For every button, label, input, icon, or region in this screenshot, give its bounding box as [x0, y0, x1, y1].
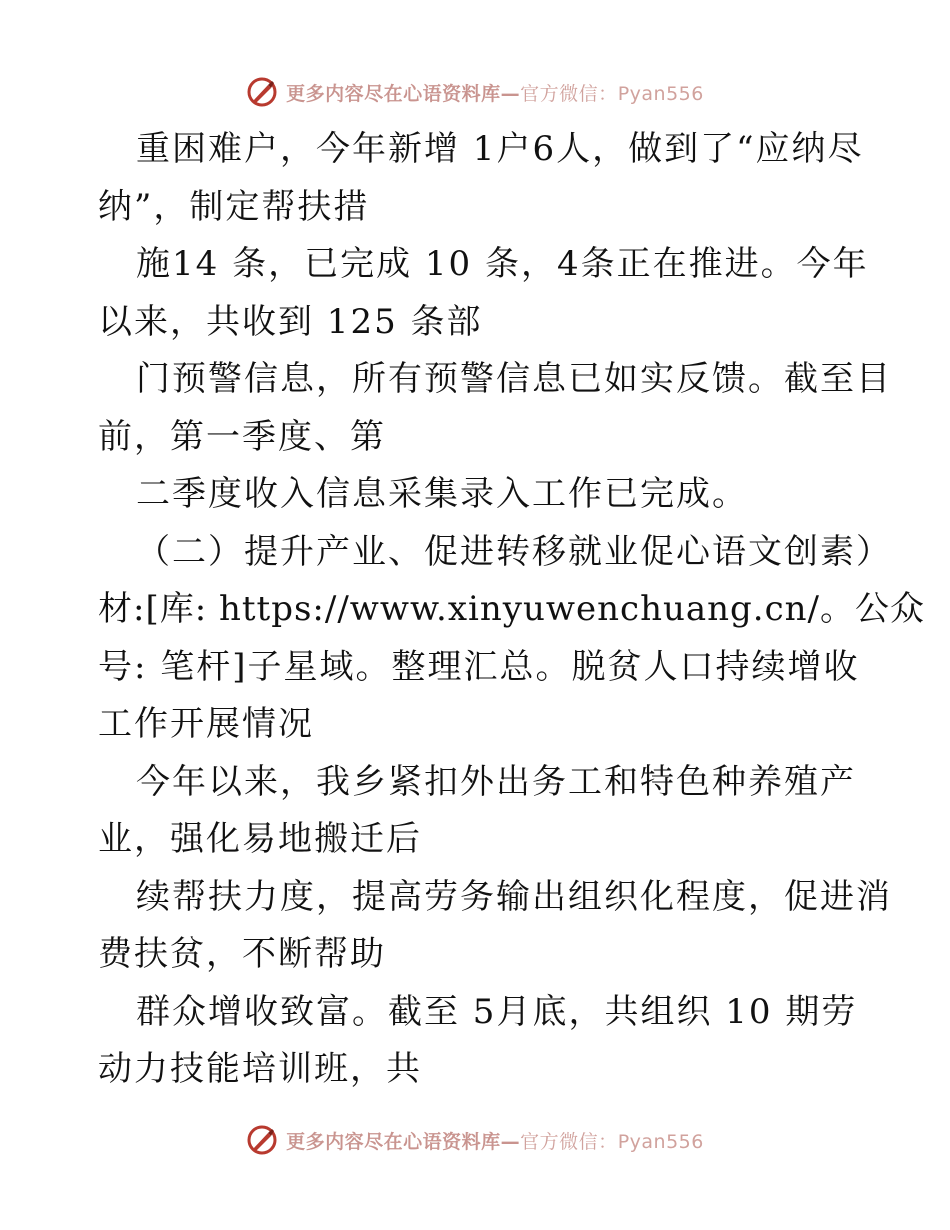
header-banner-text [286, 79, 704, 106]
footer-wechat-label: 官方微信： [520, 1130, 618, 1153]
body-line: 前，第一季度、第 [98, 416, 386, 457]
pen-logo-icon [246, 1124, 278, 1156]
footer-wechat-id: Pyan556 [617, 1130, 704, 1153]
header-watermark-banner [0, 72, 950, 112]
body-line: 二季度收入信息采集录入工作已完成。 [136, 474, 748, 514]
body-line: 号: 笔杆]子星域。整理汇总。脱贫人口持续增收 [98, 646, 860, 687]
body-line: 动力技能培训班，共 [98, 1049, 422, 1089]
footer-banner-title: 更多内容尽在心语资料库 [286, 1130, 501, 1153]
pen-logo-icon [246, 76, 278, 108]
body-line: 施14 条，已完成 10 条，4条正在推进。今年 [136, 244, 869, 284]
header-banner-separator: — [500, 82, 521, 105]
footer-banner-text [286, 1127, 704, 1154]
body-line: 以来，共收到 125 条部 [98, 301, 483, 342]
document-body [98, 121, 926, 1099]
body-line: 门预警信息，所有预警信息已如实反馈。截至目 [136, 359, 892, 399]
header-wechat-id: Pyan556 [617, 82, 704, 105]
footer-banner-separator: — [500, 1130, 521, 1153]
header-wechat-label: 官方微信： [520, 82, 618, 105]
body-line: 纳”，制定帮扶措 [98, 186, 370, 227]
body-line: 群众增收致富。截至 5月底，共组织 10 期劳 [136, 991, 858, 1032]
body-line: 费扶贫，不断帮助 [98, 934, 386, 974]
body-line: 工作开展情况 [98, 704, 314, 744]
section-heading-line: （二）提升产业、促进转移就业促心语文创素） [136, 531, 892, 572]
footer-watermark-banner [0, 1120, 950, 1160]
body-line: 今年以来，我乡紧扣外出务工和特色种养殖产 [136, 761, 856, 802]
header-banner-title: 更多内容尽在心语资料库 [286, 82, 501, 105]
body-line: 重困难户，今年新增 1户6人，做到了“应纳尽 [136, 129, 864, 169]
body-line: 续帮扶力度，提高劳务输出组织化程度，促进消 [136, 876, 892, 917]
body-line: 业，强化易地搬迁后 [98, 819, 422, 859]
body-line-with-url: 材:[库: https://www.xinyuwenchuang.cn/。公众 [98, 589, 926, 629]
